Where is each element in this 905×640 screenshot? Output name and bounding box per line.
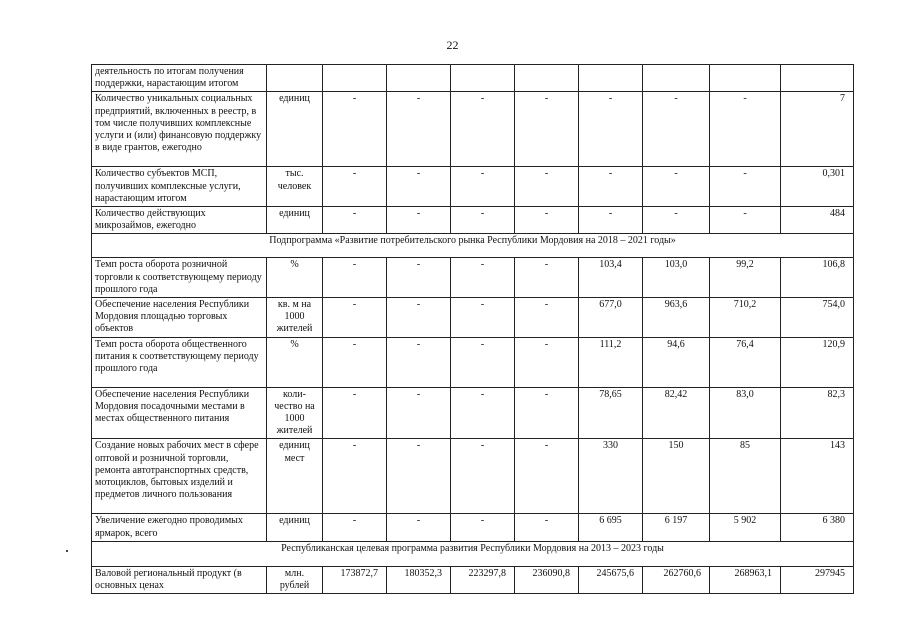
value-cell: - — [579, 207, 643, 234]
value-cell: - — [451, 167, 515, 207]
value-cell: - — [323, 92, 387, 167]
value-cell: 236090,8 — [515, 566, 579, 593]
value-cell: 78,65 — [579, 387, 643, 439]
section-title: Подпрограмма «Развитие потребительского рынка Республики Мордовия на 2018 – 2021 годы» — [92, 234, 854, 258]
value-cell: - — [579, 167, 643, 207]
value-cell: 173872,7 — [323, 566, 387, 593]
value-cell: 150 — [643, 439, 710, 514]
value-cell: 223297,8 — [451, 566, 515, 593]
value-cell: - — [387, 92, 451, 167]
value-cell: 6 380 — [781, 514, 854, 541]
value-cell: 120,9 — [781, 337, 854, 387]
value-cell: - — [451, 387, 515, 439]
indicator-name: Темп роста оборота розничной торговли к соответствующему периоду прошлого года — [92, 258, 267, 298]
indicators-table — [91, 64, 854, 594]
value-cell: - — [515, 387, 579, 439]
value-cell: - — [643, 167, 710, 207]
value-cell: 82,3 — [781, 387, 854, 439]
value-cell: 0,301 — [781, 167, 854, 207]
indicator-name: Обеспечение населения Республики Мордовия посадочными местами в местах общественного питания — [92, 387, 267, 439]
value-cell: - — [387, 258, 451, 298]
value-cell: - — [323, 337, 387, 387]
indicator-unit: коли-чество на 1000 жителей — [267, 387, 323, 439]
value-cell: - — [323, 207, 387, 234]
value-cell: - — [515, 298, 579, 338]
value-cell: 677,0 — [579, 298, 643, 338]
value-cell: 180352,3 — [387, 566, 451, 593]
value-cell — [643, 65, 710, 92]
value-cell: - — [323, 298, 387, 338]
value-cell: - — [515, 337, 579, 387]
value-cell: 94,6 — [643, 337, 710, 387]
value-cell: - — [323, 439, 387, 514]
table-row — [92, 92, 854, 167]
value-cell: 143 — [781, 439, 854, 514]
value-cell: 484 — [781, 207, 854, 234]
value-cell: - — [323, 514, 387, 541]
value-cell: 106,8 — [781, 258, 854, 298]
table-row — [92, 439, 854, 514]
value-cell: 5 902 — [710, 514, 781, 541]
value-cell — [781, 65, 854, 92]
value-cell: 6 197 — [643, 514, 710, 541]
table-row — [92, 298, 854, 338]
indicator-name: Обеспечение населения Республики Мордовия площадью торговых объектов — [92, 298, 267, 338]
table-row — [92, 514, 854, 541]
value-cell: 6 695 — [579, 514, 643, 541]
value-cell: - — [451, 207, 515, 234]
indicator-unit: % — [267, 337, 323, 387]
value-cell: - — [451, 298, 515, 338]
value-cell: 710,2 — [710, 298, 781, 338]
indicator-unit: тыс. человек — [267, 167, 323, 207]
section-row — [92, 541, 854, 566]
section-title: Республиканская целевая программа развития Республики Мордовия на 2013 – 2023 годы — [92, 541, 854, 566]
value-cell: - — [643, 207, 710, 234]
indicator-unit: млн. рублей — [267, 566, 323, 593]
indicator-unit: единиц — [267, 92, 323, 167]
value-cell: 245675,6 — [579, 566, 643, 593]
value-cell: 103,0 — [643, 258, 710, 298]
value-cell: 111,2 — [579, 337, 643, 387]
value-cell: - — [451, 92, 515, 167]
indicator-unit — [267, 65, 323, 92]
value-cell: - — [579, 92, 643, 167]
indicator-name: Количество уникальных социальных предприятий, включенных в реестр, в том числе получивших комплексные услуги и (или) финансовую поддержку в виде грантов, ежегодно — [92, 92, 267, 167]
table-row — [92, 387, 854, 439]
value-cell: - — [515, 92, 579, 167]
value-cell: - — [515, 258, 579, 298]
value-cell: - — [710, 207, 781, 234]
value-cell: 262760,6 — [643, 566, 710, 593]
indicator-name: Валовой региональный продукт (в основных ценах — [92, 566, 267, 593]
value-cell: - — [710, 167, 781, 207]
indicator-name: Количество субъектов МСП, получивших комплексные услуги, нарастающим итогом — [92, 167, 267, 207]
value-cell: 297945 — [781, 566, 854, 593]
table-row — [92, 65, 854, 92]
section-row — [92, 234, 854, 258]
value-cell: - — [387, 387, 451, 439]
value-cell: - — [451, 258, 515, 298]
value-cell: - — [323, 167, 387, 207]
scan-speck — [66, 550, 68, 552]
value-cell — [451, 65, 515, 92]
table-row — [92, 207, 854, 234]
value-cell: - — [451, 439, 515, 514]
value-cell: 268963,1 — [710, 566, 781, 593]
indicator-name: Количество действующих микрозаймов, ежегодно — [92, 207, 267, 234]
value-cell: 82,42 — [643, 387, 710, 439]
indicator-name: Увеличение ежегодно проводимых ярмарок, всего — [92, 514, 267, 541]
table-row — [92, 167, 854, 207]
table-row — [92, 258, 854, 298]
value-cell: - — [515, 439, 579, 514]
value-cell: 85 — [710, 439, 781, 514]
value-cell — [387, 65, 451, 92]
table-row — [92, 337, 854, 387]
table-row — [92, 566, 854, 593]
indicator-unit: кв. м на 1000 жителей — [267, 298, 323, 338]
indicator-unit: единиц — [267, 207, 323, 234]
value-cell: - — [710, 92, 781, 167]
value-cell: - — [387, 167, 451, 207]
indicator-name: деятельность по итогам получения поддержки, нарастающим итогом — [92, 65, 267, 92]
value-cell: - — [515, 207, 579, 234]
indicator-unit: единиц — [267, 514, 323, 541]
value-cell: 754,0 — [781, 298, 854, 338]
indicator-name: Создание новых рабочих мест в сфере оптовой и розничной торговли, ремонта автотранспортных средств, мотоциклов, бытовых изделий и предметов личного пользования — [92, 439, 267, 514]
value-cell: - — [515, 167, 579, 207]
value-cell: 83,0 — [710, 387, 781, 439]
value-cell: - — [387, 439, 451, 514]
value-cell: - — [323, 258, 387, 298]
value-cell: - — [643, 92, 710, 167]
value-cell: - — [387, 514, 451, 541]
indicator-unit: % — [267, 258, 323, 298]
value-cell: - — [323, 387, 387, 439]
value-cell: 76,4 — [710, 337, 781, 387]
value-cell: 330 — [579, 439, 643, 514]
value-cell — [515, 65, 579, 92]
value-cell: - — [387, 207, 451, 234]
value-cell — [710, 65, 781, 92]
indicator-unit: единиц мест — [267, 439, 323, 514]
value-cell: - — [387, 298, 451, 338]
value-cell: 99,2 — [710, 258, 781, 298]
indicator-name: Темп роста оборота общественного питания к соответствующему периоду прошлого года — [92, 337, 267, 387]
value-cell: 7 — [781, 92, 854, 167]
value-cell — [579, 65, 643, 92]
value-cell: - — [387, 337, 451, 387]
value-cell: - — [451, 337, 515, 387]
page-number: 22 — [446, 38, 459, 52]
value-cell: 103,4 — [579, 258, 643, 298]
value-cell: - — [451, 514, 515, 541]
value-cell: 963,6 — [643, 298, 710, 338]
value-cell — [323, 65, 387, 92]
value-cell: - — [515, 514, 579, 541]
